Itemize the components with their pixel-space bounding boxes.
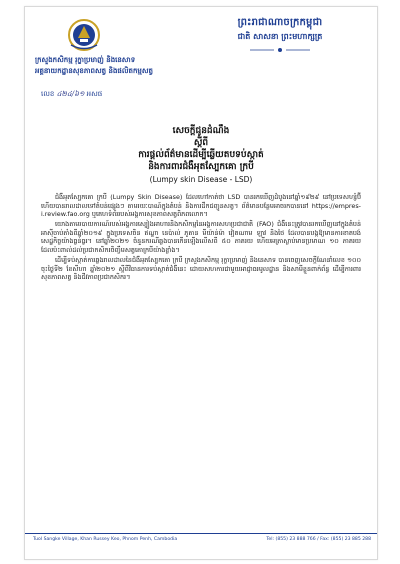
ref-number: ៤២៤/៦១ — [56, 90, 85, 98]
body-paragraph: ដើម្បីទប់ស្កាត់ការឆ្លងរាលដាលនៃជំងឺអុតស្បែកគោ ក្របី ក្រសួងកសិកម្ម រុក្ខាប្រមាញ់ និងនេសាទ បានចេញសេចក្តីណែនាំលេខ ១០០ ចុះថ្ងៃទី២ ខែសីហា ឆ្នាំ២០២១ ស្តីពីវិធានការទប់ស្កាត់ជំងឺនេះ ដោយសហការជាមួយអាជ្ញាធរមូលដ្ឋាន និងសាមីខ្លួនពាក់ព័ន្ធ ដើម្បីការពារសុខភាពសត្វ និងជីវភាពប្រជាកសិករ។ — [41, 256, 361, 282]
footer-address: Tuol Sangke Village, Khan Russey Keo, Phnom Penh, Cambodia — [33, 537, 178, 542]
body-paragraph: យោងតាមរបាយការណ៍របស់អង្គការស្បៀងអាហារនិងកសិកម្មនៃអង្គការសហប្រជាជាតិ (FAO) ជំងឺនេះត្រូវបានរកឃើញនៅក្នុងតំបន់អាស៊ីចាប់តាំងពីឆ្នាំ២០១៩ ក្នុងប្រទេសចិន ឥណ្ឌា នេប៉ាល់ ភូតាន មីយ៉ាន់ម៉ា វៀតណាម ឡាវ និងថៃ ដែលបានបង្កឱ្យមានការខាតបង់សេដ្ឋកិច្ចយ៉ាងធ្ងន់ធ្ងរ។ នៅឆ្នាំ២០២១ ចំនួនករណីឆ្លងបានកើនឡើងលើសពី ៥០ ភាគរយ ហើយអត្រាស្លាប់មានប្រមាណ ១០ ភាគរយ ដែលប៉ះពាល់ដល់ប្រជាកសិករចិញ្ចឹមសត្វគោក្របីយ៉ាងខ្លាំង។ — [41, 220, 361, 255]
letterhead-footer — [25, 533, 377, 560]
document-title: សេចក្តីជូនដំណឹង — [172, 126, 230, 136]
title-about: ស្តីពី — [193, 138, 209, 148]
letter-page — [24, 6, 378, 560]
document-body — [41, 193, 361, 283]
ministry-name: ក្រសួងកសិកម្ម រុក្ខាប្រមាញ់ និងនេសាទ — [35, 56, 136, 64]
footer-contact: Tel: (855) 23 888 766 / Fax: (855) 23 885 288 — [266, 537, 371, 542]
title-subject-line1: ការផ្តល់ព័ត៌មានដើម្បីឆ្លើយតបទប់ស្កាត់ — [138, 150, 264, 160]
ornament-divider-icon — [250, 47, 310, 53]
ref-prefix: លេខ — [41, 90, 55, 98]
kingdom-heading: ព្រះរាជាណាចក្រកម្ពុជា — [237, 17, 323, 28]
body-paragraph: ជំងឺអុតស្បែកគោ ក្របី (Lumpy Skin Disease) ដែលហៅកាត់ថា LSD បានរកឃើញដំបូងនៅឆ្នាំ១៩២៩ នៅប្រទេសហ្សំប៊ី ហើយបានរាលដាលទៅតំបន់ផ្សេងៗ តាមរយៈបាណ៍ក្នុងតំបន់ និងការដឹកជញ្ជូនសត្វ។ ព័ត៌មានបន្ថែមអាចរកបាននៅ https://empres-i.review.fao.org ឬគេហទំព័ររបស់អង្គការសុខភាពសត្វពិភពលោក។ — [41, 193, 361, 219]
national-motto: ជាតិ សាសនា ព្រះមហាក្សត្រ — [237, 32, 323, 41]
title-subject-line2: និងការពារជំងឺអុតស្បែកគោ ក្របី — [148, 162, 254, 172]
department-name: អគ្គនាយកដ្ឋានសុខភាពសត្វ និងផលិតកម្មសត្វ — [35, 67, 153, 75]
document-subtitle: (Lumpy skin Disease - LSD) — [149, 175, 253, 184]
ref-suffix: អសផ — [86, 90, 103, 98]
ministry-logo-icon — [65, 18, 103, 52]
reference-number — [41, 89, 151, 99]
